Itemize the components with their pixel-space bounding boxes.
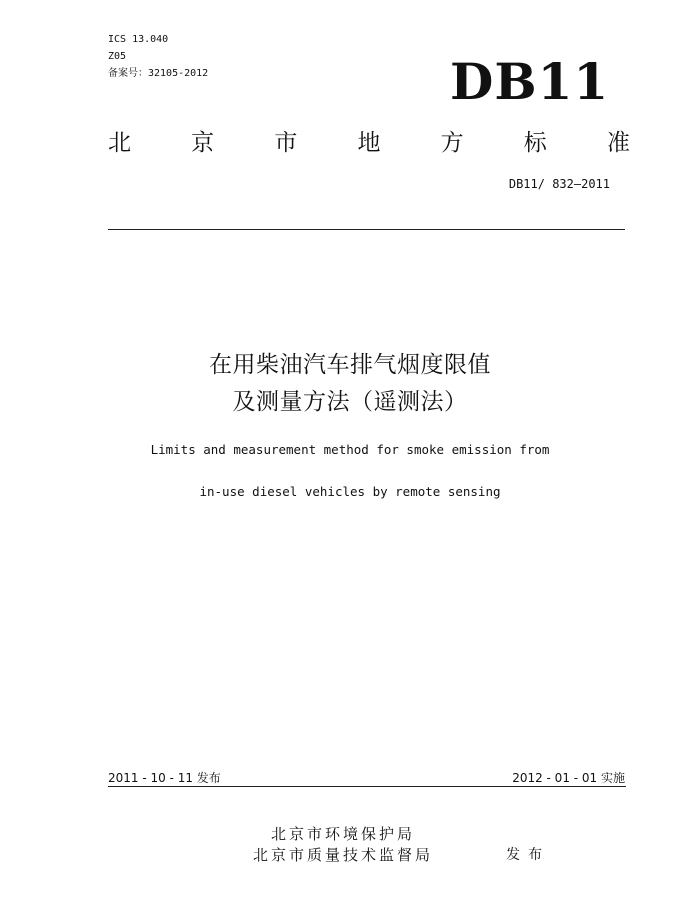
standard-type-char: 京 — [191, 130, 215, 156]
header-divider — [108, 229, 625, 230]
standard-type-char: 准 — [606, 130, 630, 156]
issuer-quality-bureau: 北京市质量技术监督局 — [253, 846, 434, 864]
standard-type-char: 方 — [440, 130, 464, 156]
implementation-date: 2012 - 01 - 01 实施 — [512, 771, 625, 785]
footer-divider — [108, 786, 626, 787]
standard-type-char: 地 — [357, 130, 381, 156]
ics-code: ICS 13.040 — [108, 34, 169, 45]
title-en-line1: Limits and measurement method for smoke emission from — [150, 442, 550, 457]
title-cn-line2: 及测量方法（遥测法） — [232, 389, 468, 415]
standard-number: DB11/ 832—2011 — [508, 177, 610, 191]
title-cn-line1: 在用柴油汽车排气烟度限值 — [209, 352, 491, 378]
standard-type-title — [108, 128, 630, 158]
standard-type-char: 标 — [523, 130, 547, 156]
standard-type-char: 北 — [108, 130, 131, 156]
standard-type-char: 市 — [274, 130, 298, 156]
publish-label: 发布 — [506, 847, 550, 863]
db-code-logo: DB11 — [450, 52, 610, 111]
classification-code: Z05 — [108, 51, 127, 62]
title-en-line2: in-use diesel vehicles by remote sensing — [199, 484, 501, 499]
issuer-environment-bureau: 北京市环境保护局 — [271, 825, 416, 843]
issue-date: 2011 - 10 - 11 发布 — [108, 771, 221, 785]
record-number: 备案号：32105-2012 — [108, 68, 209, 79]
